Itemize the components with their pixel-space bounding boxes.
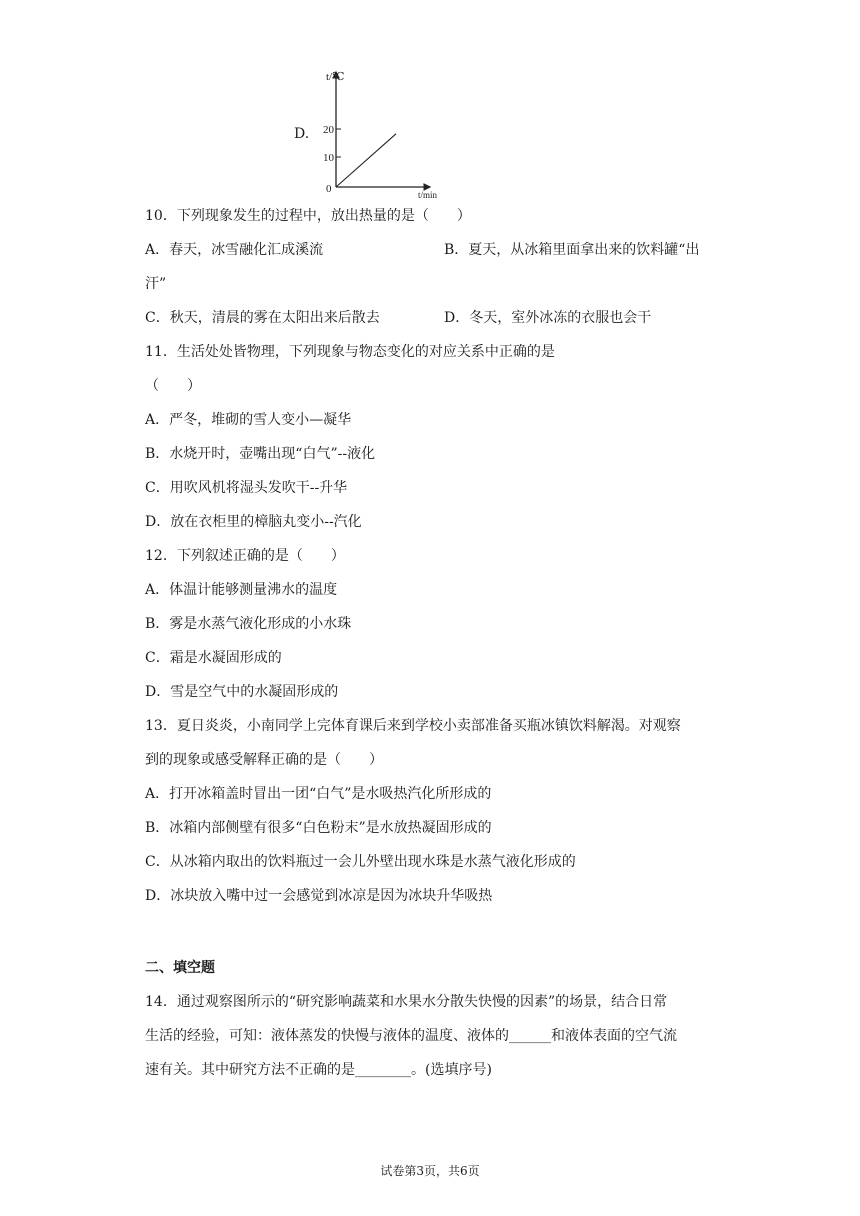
y-tick-label-0: 0 (326, 183, 332, 195)
q13-option-b: B．冰箱内部侧壁有很多“白色粉末”是水放热凝固形成的 (145, 820, 492, 836)
q11-option-b: B．水烧开时，壶嘴出现“白气”--液化 (145, 446, 376, 462)
q13-option-d: D．冰块放入嘴中过一会感觉到冰凉是因为冰块升华吸热 (145, 888, 493, 904)
q14-line-3: 速有关。其中研究方法不正确的是________。(选填序号) (145, 1062, 492, 1078)
q13-option-a: A．打开冰箱盖时冒出一团“白气”是水吸热汽化所形成的 (145, 786, 492, 802)
q11-option-d: D．放在衣柜里的樟脑丸变小--汽化 (145, 514, 362, 530)
y-tick-label-10: 10 (323, 152, 334, 164)
section-heading: 二、填空题 (145, 960, 215, 976)
q12-option-b: B．雾是水蒸气液化形成的小水珠 (145, 616, 352, 632)
q10-stem: 10．下列现象发生的过程中，放出热量的是（ ） (145, 208, 471, 224)
q10-option-a: A．春天，冰雪融化汇成溪流 (145, 242, 324, 258)
x-axis-label: t/min (418, 190, 438, 200)
q14-line-1: 14．通过观察图所示的“研究影响蔬菜和水果水分散失快慢的因素”的场景，结合日常 (145, 994, 668, 1010)
q12-option-c: C．霜是水凝固形成的 (145, 650, 282, 666)
y-axis-label: t/℃ (326, 71, 345, 83)
q10-option-d: D．冬天，室外冰冻的衣服也会干 (444, 310, 652, 326)
option-d-label: D. (294, 126, 310, 142)
q10-option-b: B．夏天，从冰箱里面拿出来的饮料罐“出 (444, 242, 700, 258)
series-line (336, 134, 396, 187)
y-tick-label-20: 20 (323, 124, 334, 136)
page-footer: 试卷第3页，共6页 (380, 1164, 480, 1178)
q12-stem: 12．下列叙述正确的是（ ） (145, 548, 345, 564)
option-d-chart (290, 62, 460, 202)
q10-option-b-cont: 汗” (145, 276, 167, 292)
q10-option-c: C．秋天，清晨的雾在太阳出来后散去 (145, 310, 380, 326)
q12-option-d: D．雪是空气中的水凝固形成的 (145, 684, 339, 700)
q11-option-c: C．用吹风机将湿头发吹干--升华 (145, 480, 348, 496)
q13-stem-cont: 到的现象或感受解释正确的是（ ） (145, 752, 383, 768)
q13-stem: 13．夏日炎炎，小南同学上完体育课后来到学校小卖部准备买瓶冰镇饮料解渴。对观察 (145, 718, 681, 734)
q12-option-a: A．体温计能够测量沸水的温度 (145, 582, 338, 598)
q14-line-2: 生活的经验，可知：液体蒸发的快慢与液体的温度、液体的______和液体表面的空气流 (145, 1028, 677, 1044)
q13-option-c: C．从冰箱内取出的饮料瓶过一会儿外壁出现水珠是水蒸气液化形成的 (145, 854, 576, 870)
q11-option-a: A．严冬，堆砌的雪人变小—凝华 (145, 412, 352, 428)
q11-stem: 11．生活处处皆物理，下列现象与物态变化的对应关系中正确的是 (145, 344, 555, 360)
q11-paren: （ ） (145, 378, 201, 394)
